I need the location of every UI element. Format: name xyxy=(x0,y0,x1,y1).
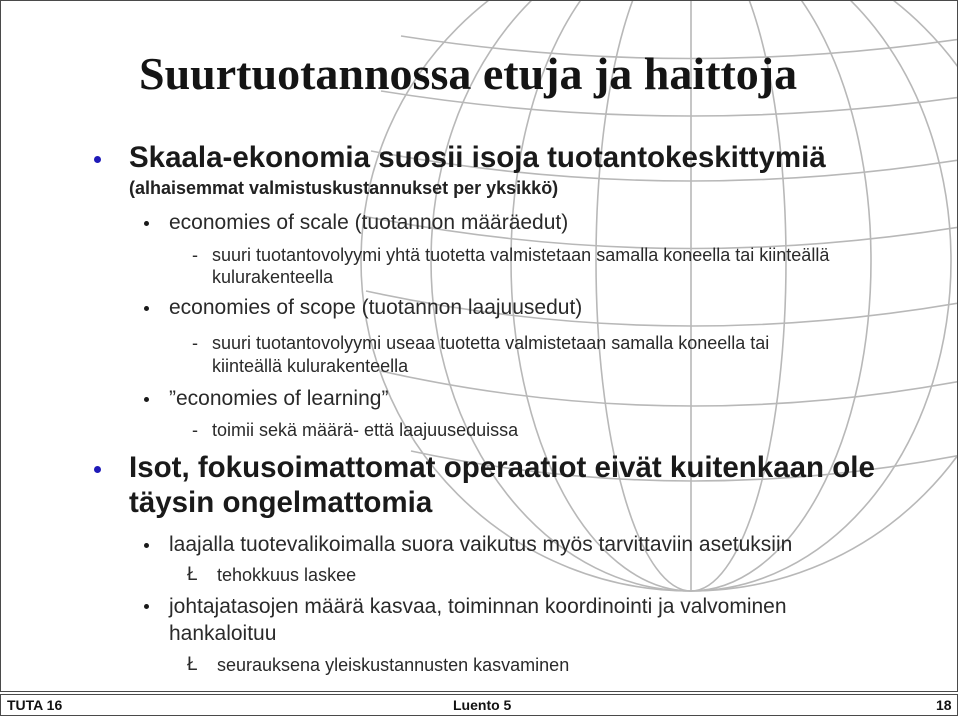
bullet2-heading-line2: täysin ongelmattomia xyxy=(129,486,433,519)
footer-course: TUTA 16 xyxy=(7,697,63,713)
footer-bar xyxy=(0,694,958,716)
management-item-line2: hankaloituu xyxy=(169,622,277,645)
scope-detail-line2: kiinteällä kulurakenteella xyxy=(212,356,409,376)
sub-bullet-dot xyxy=(144,221,149,226)
scale-item: economies of scale (tuotannon määräedut) xyxy=(169,211,569,234)
sub-bullet-dot xyxy=(144,306,149,311)
main-bullet-dot xyxy=(94,156,101,163)
scope-detail-line1: suuri tuotantovolyymi useaa tuotetta valmistetaan samalla koneella tai xyxy=(212,333,770,353)
dash-marker: - xyxy=(192,245,198,265)
footer-page-number: 18 xyxy=(936,697,952,713)
dash-marker: - xyxy=(192,333,198,353)
scope-item: economies of scope (tuotannon laajuusedut) xyxy=(169,296,583,319)
sub-bullet-dot xyxy=(144,397,149,402)
scale-detail-line2: kulurakenteella xyxy=(212,267,334,287)
sub-bullet-dot xyxy=(144,543,149,548)
bullet1-subheading: (alhaisemmat valmistuskustannukset per yksikkö) xyxy=(129,178,559,198)
product-range-consequence: tehokkuus laskee xyxy=(217,565,357,585)
product-range-item: laajalla tuotevalikoimalla suora vaikutus myös tarvittaviin asetuksiin xyxy=(169,533,793,556)
management-consequence: seurauksena yleiskustannusten kasvaminen xyxy=(217,655,570,675)
scale-detail-line1: suuri tuotantovolyymi yhtä tuotetta valmistetaan samalla koneella tai kiinteällä xyxy=(212,245,830,265)
sub-bullet-dot xyxy=(144,604,149,609)
bullet1-heading: Skaala-ekonomia suosii isoja tuotantokeskittymiä xyxy=(129,141,826,174)
arrow-marker: Ł xyxy=(187,654,198,675)
arrow-marker: Ł xyxy=(187,564,198,585)
main-bullet-dot xyxy=(94,466,101,473)
footer-lecture: Luento 5 xyxy=(453,697,512,713)
learning-item: ”economies of learning” xyxy=(169,387,389,410)
dash-marker: - xyxy=(192,420,198,440)
bullet2-heading-line1: Isot, fokusoimattomat operaatiot eivät kuitenkaan ole xyxy=(129,451,875,484)
learning-detail: toimii sekä määrä- että laajuuseduissa xyxy=(212,420,519,440)
slide-title: Suurtuotannossa etuja ja haittoja xyxy=(139,48,798,99)
management-item-line1: johtajatasojen määrä kasvaa, toiminnan koordinointi ja valvominen xyxy=(169,595,787,618)
